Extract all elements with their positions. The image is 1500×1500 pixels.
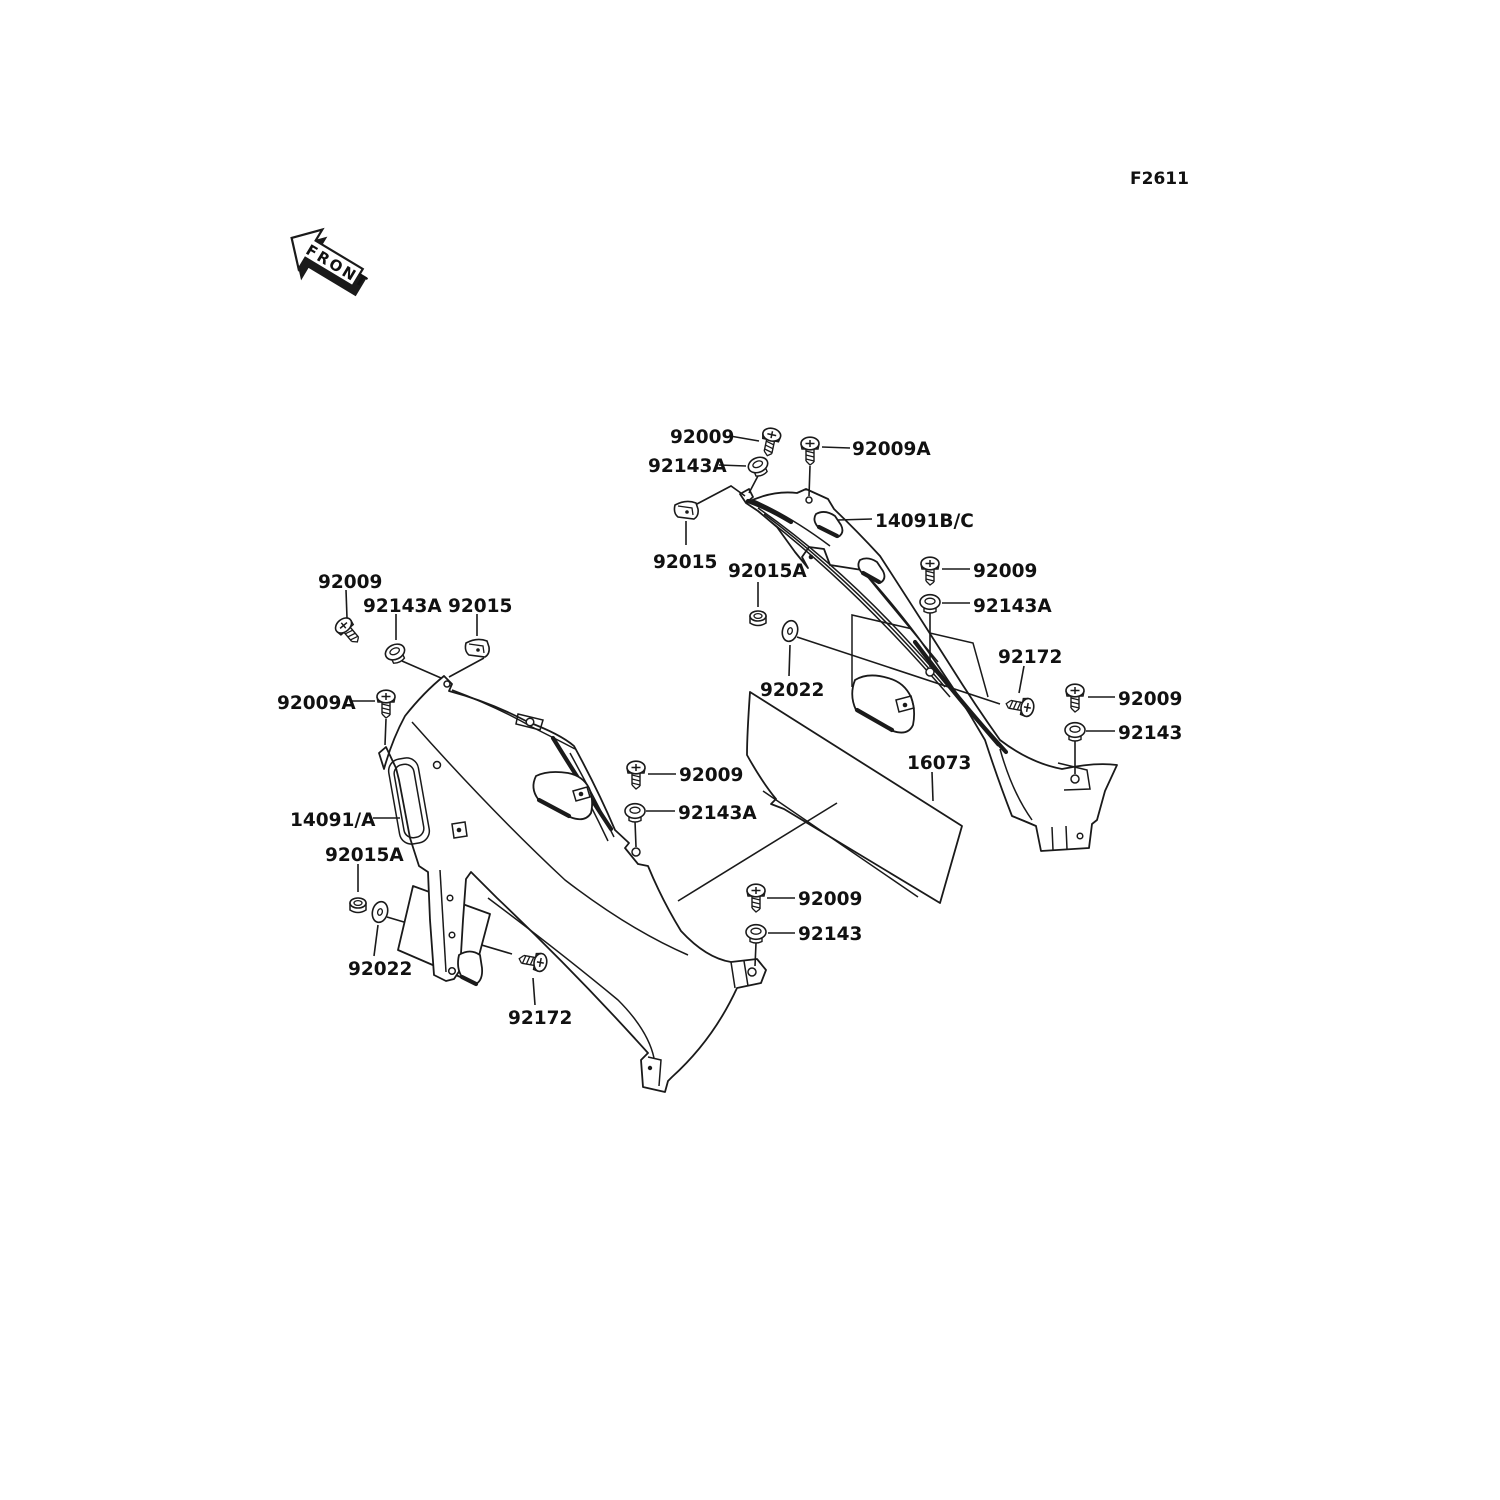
screw-icon [921,557,939,585]
grommet-icon [625,804,645,822]
screw-icon [758,427,781,458]
screw-icon [1005,695,1036,718]
part-label-92009: 92009 [973,561,1038,582]
clip-icon [465,639,489,657]
screw-icon [1066,684,1084,712]
part-label-92015A: 92015A [728,561,807,582]
part-label-92009A: 92009A [852,439,931,460]
washer-icon [780,619,800,643]
grommet-icon [1065,723,1085,741]
part-label-92015A: 92015A [325,845,404,866]
part-label-92015: 92015 [448,596,513,617]
screw-icon [333,615,365,648]
grommet-icon [920,595,940,613]
screw-icon [518,950,549,973]
clip-icon [674,501,698,519]
part-label-92015: 92015 [653,552,718,573]
part-label-92143A: 92143A [973,596,1052,617]
front-arrow-icon [277,218,380,308]
screw-icon [747,884,765,912]
washer-icon [370,900,390,924]
part-label-92009: 92009 [798,889,863,910]
part-label-92009A: 92009A [277,693,356,714]
screw-icon [801,437,819,465]
figure-code: F2611 [1130,169,1189,189]
part-label-16073: 16073 [907,753,972,774]
part-label-92009: 92009 [679,765,744,786]
part-label-92143A: 92143A [648,456,727,477]
part-label-92143A: 92143A [363,596,442,617]
part-label-92143: 92143 [798,924,863,945]
nut-icon [350,898,366,913]
part-label-92009: 92009 [670,427,735,448]
inner-panel-16073 [747,692,962,903]
part-label-14091BC: 14091B/C [875,511,974,532]
nut-icon [750,611,766,626]
part-label-92009: 92009 [1118,689,1183,710]
part-label-92172: 92172 [998,647,1063,668]
grommet-icon [746,925,766,943]
part-label-92172: 92172 [508,1008,573,1029]
part-label-92022: 92022 [760,680,825,701]
part-label-14091A: 14091/A [290,810,376,831]
part-label-92009: 92009 [318,572,383,593]
grommet-icon [746,454,771,478]
part-label-92143A: 92143A [678,803,757,824]
screw-icon [377,690,395,718]
left-side-cover-14091A [379,676,766,1092]
front-arrow-label: FRONT [302,240,372,293]
part-label-92143: 92143 [1118,723,1183,744]
screw-icon [627,761,645,789]
part-label-92022: 92022 [348,959,413,980]
